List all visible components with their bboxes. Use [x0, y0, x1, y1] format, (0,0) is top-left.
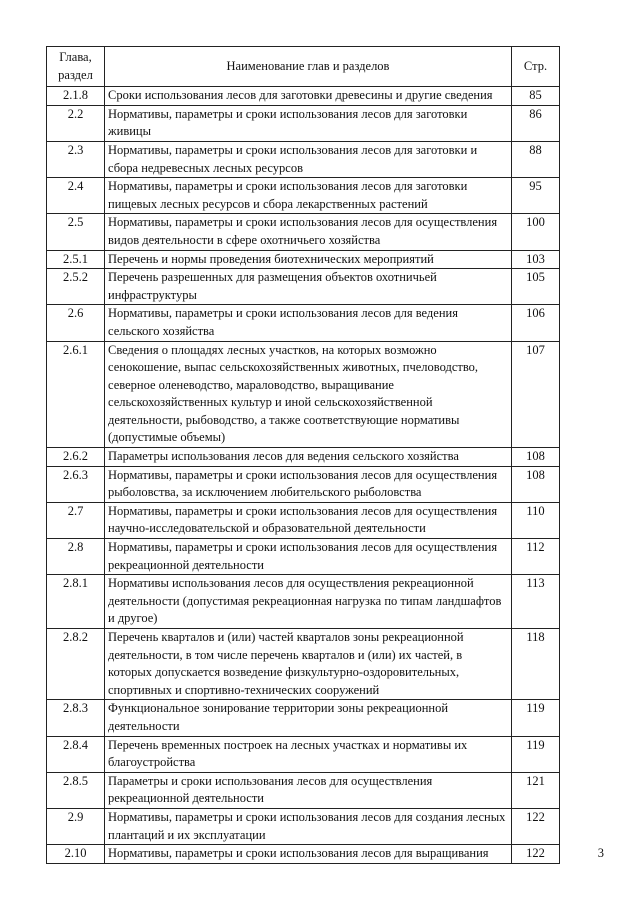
- table-row: [47, 539, 560, 575]
- row-page: 122: [512, 845, 560, 864]
- header-chapter: Глава, раздел: [47, 47, 105, 87]
- row-page: 88: [512, 141, 560, 177]
- table-row: [47, 141, 560, 177]
- row-number: 2.6: [47, 305, 105, 341]
- table-row: [47, 466, 560, 502]
- row-number: 2.8.1: [47, 575, 105, 629]
- table-row: [47, 178, 560, 214]
- row-page: 121: [512, 772, 560, 808]
- table-row: [47, 448, 560, 467]
- row-number: 2.7: [47, 502, 105, 538]
- row-number: 2.10: [47, 845, 105, 864]
- row-number: 2.2: [47, 105, 105, 141]
- table-row: [47, 502, 560, 538]
- table-row: [47, 629, 560, 700]
- row-page: 113: [512, 575, 560, 629]
- row-title: Нормативы, параметры и сроки использования лесов для заготовки живицы: [105, 105, 512, 141]
- page-number: 3: [597, 846, 604, 860]
- table-row: [47, 808, 560, 844]
- row-page: 108: [512, 466, 560, 502]
- row-number: 2.3: [47, 141, 105, 177]
- row-number: 2.6.3: [47, 466, 105, 502]
- row-title: Нормативы, параметры и сроки использования лесов для осуществления рекреационной деятельности: [105, 539, 512, 575]
- row-page: 110: [512, 502, 560, 538]
- row-page: 106: [512, 305, 560, 341]
- row-number: 2.5.2: [47, 269, 105, 305]
- row-title: Перечень разрешенных для размещения объектов охотничьей инфраструктуры: [105, 269, 512, 305]
- row-number: 2.9: [47, 808, 105, 844]
- toc-header-row: [47, 47, 560, 87]
- table-row: [47, 845, 560, 864]
- table-row: [47, 250, 560, 269]
- row-page: 112: [512, 539, 560, 575]
- table-row: [47, 736, 560, 772]
- header-title: Наименование глав и разделов: [105, 47, 512, 87]
- row-page: 95: [512, 178, 560, 214]
- row-title: Нормативы, параметры и сроки использования лесов для выращивания: [105, 845, 512, 864]
- table-row: [47, 772, 560, 808]
- row-number: 2.1.8: [47, 87, 105, 106]
- row-number: 2.8: [47, 539, 105, 575]
- row-page: 122: [512, 808, 560, 844]
- table-row: [47, 269, 560, 305]
- row-number: 2.8.2: [47, 629, 105, 700]
- row-title: Нормативы, параметры и сроки использования лесов для осуществления видов деятельности в сфере охотничьего хозяйства: [105, 214, 512, 250]
- row-page: 118: [512, 629, 560, 700]
- row-title: Параметры использования лесов для ведения сельского хозяйства: [105, 448, 512, 467]
- table-row: [47, 341, 560, 448]
- table-row: [47, 305, 560, 341]
- row-title: Нормативы использования лесов для осуществления рекреационной деятельности (допустимая рекреационная нагрузка по типам ландшафтов и другое): [105, 575, 512, 629]
- table-row: [47, 87, 560, 106]
- table-row: [47, 575, 560, 629]
- row-page: 105: [512, 269, 560, 305]
- row-page: 100: [512, 214, 560, 250]
- row-title: Перечень временных построек на лесных участках и нормативы их благоустройства: [105, 736, 512, 772]
- row-number: 2.6.1: [47, 341, 105, 448]
- row-page: 107: [512, 341, 560, 448]
- row-title: Перечень кварталов и (или) частей кварталов зоны рекреационной деятельности, в том числе перечень кварталов и (или) их частей, в которых допускается возведение физкультурно-оздоровительных, спортивных и спортивно-технических сооружений: [105, 629, 512, 700]
- row-page: 85: [512, 87, 560, 106]
- row-page: 103: [512, 250, 560, 269]
- row-number: 2.8.4: [47, 736, 105, 772]
- row-number: 2.5: [47, 214, 105, 250]
- row-title: Нормативы, параметры и сроки использования лесов для осуществления рыболовства, за исключением любительского рыболовства: [105, 466, 512, 502]
- row-title: Параметры и сроки использования лесов для осуществления рекреационной деятельности: [105, 772, 512, 808]
- row-title: Нормативы, параметры и сроки использования лесов для осуществления научно-исследовательской и образовательной деятельности: [105, 502, 512, 538]
- row-title: Нормативы, параметры и сроки использования лесов для заготовки пищевых лесных ресурсов и сбора лекарственных растений: [105, 178, 512, 214]
- row-title: Нормативы, параметры и сроки использования лесов для ведения сельского хозяйства: [105, 305, 512, 341]
- row-page: 119: [512, 736, 560, 772]
- header-page: Стр.: [512, 47, 560, 87]
- row-title: Сведения о площадях лесных участков, на которых возможно сенокошение, выпас сельскохозяйственных животных, пчеловодство, северное оленеводство, мараловодство, выращивание сельскохозяйственных культур и иной сельскохозяйственной деятельности, рыбоводство, а также соответствующие нормативы (допустимые объемы): [105, 341, 512, 448]
- row-page: 86: [512, 105, 560, 141]
- row-page: 108: [512, 448, 560, 467]
- toc-table: [46, 46, 560, 864]
- row-number: 2.8.5: [47, 772, 105, 808]
- row-title: Функциональное зонирование территории зоны рекреационной деятельности: [105, 700, 512, 736]
- table-row: [47, 700, 560, 736]
- row-page: 119: [512, 700, 560, 736]
- table-row: [47, 214, 560, 250]
- row-title: Перечень и нормы проведения биотехнических мероприятий: [105, 250, 512, 269]
- row-title: Сроки использования лесов для заготовки древесины и другие сведения: [105, 87, 512, 106]
- table-row: [47, 105, 560, 141]
- row-number: 2.4: [47, 178, 105, 214]
- row-number: 2.8.3: [47, 700, 105, 736]
- row-title: Нормативы, параметры и сроки использования лесов для создания лесных плантаций и их эксплуатации: [105, 808, 512, 844]
- row-number: 2.6.2: [47, 448, 105, 467]
- row-number: 2.5.1: [47, 250, 105, 269]
- row-title: Нормативы, параметры и сроки использования лесов для заготовки и сбора недревесных лесных ресурсов: [105, 141, 512, 177]
